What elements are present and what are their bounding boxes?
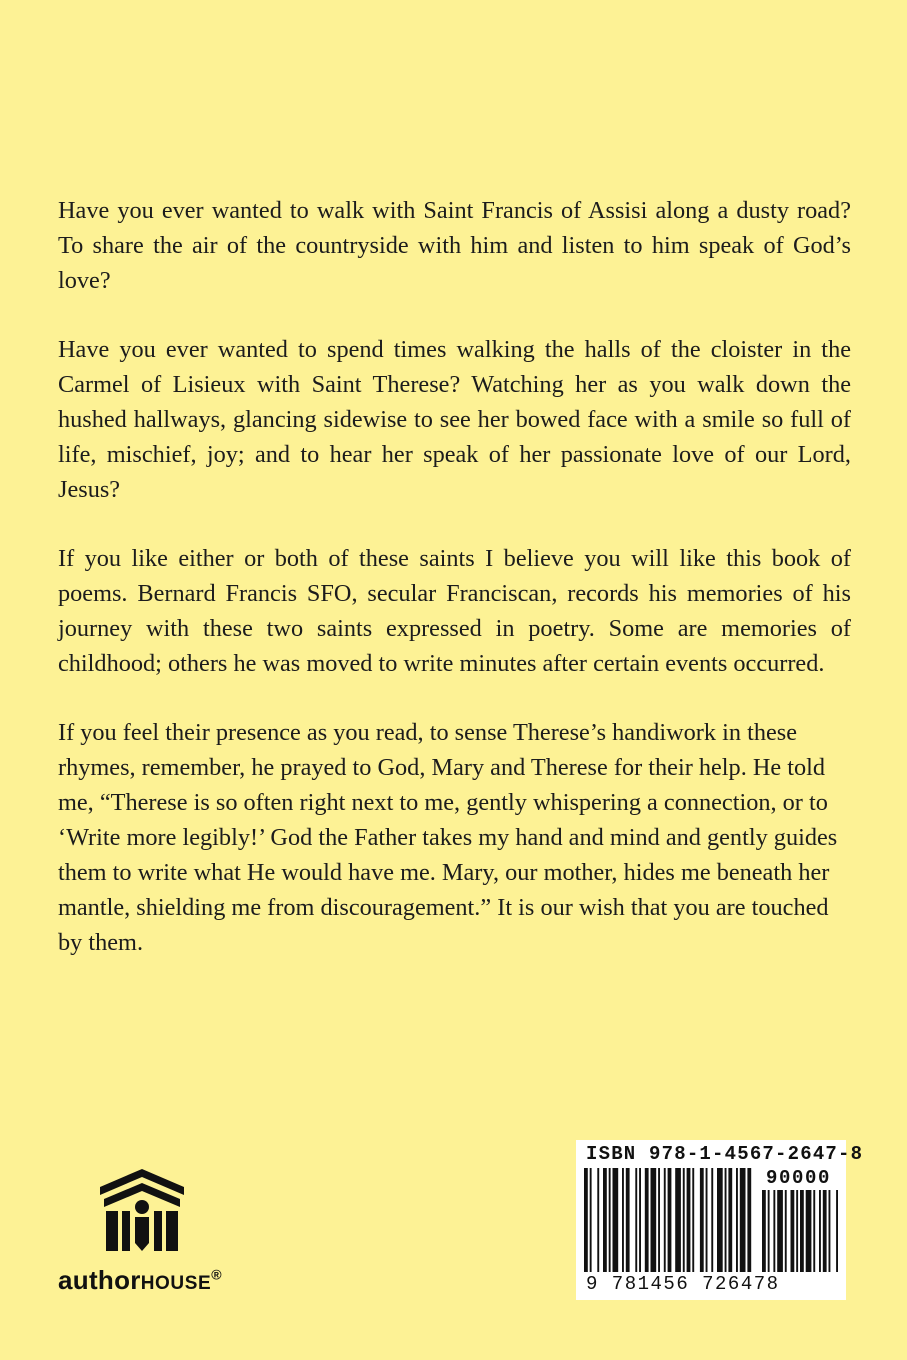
- registered-mark: ®: [211, 1266, 222, 1283]
- open-book-house-icon: [94, 1165, 190, 1253]
- isbn-label: ISBN 978-1-4567-2647-8: [586, 1143, 864, 1165]
- publisher-wordmark: [58, 1265, 258, 1296]
- publisher-name-part1: author: [58, 1265, 141, 1295]
- ean-digits: 9 781456 726478: [586, 1273, 780, 1295]
- back-cover-blurb: [58, 193, 851, 994]
- publisher-name-part2: HOUSE: [140, 1273, 212, 1294]
- blurb-paragraph-1: Have you ever wanted to walk with Saint Francis of Assisi along a dusty road? To share the air of the countryside with him and listen to him speak of God’s love?: [58, 197, 851, 294]
- price-code: 90000: [766, 1167, 832, 1189]
- blurb-paragraph-2: Have you ever wanted to spend times walking the halls of the cloister in the Carmel of Lisieux with Saint Therese? Watching her as you walk down the hushed hallways, glancing sidewise to see her bowed face with a smile so full of life, mischief, joy; and to hear her speak of her passionate love of our Lord, Jesus?: [58, 336, 851, 503]
- isbn-barcode: [576, 1140, 864, 1300]
- blurb-paragraph-4: If you feel their presence as you read, to sense Therese’s handiwork in these rhymes, remember, he prayed to God, Mary and Therese for their help. He told me, “Therese is so often right next to me, gently whispering a connection, or to ‘Write more legibly!’ God the Father takes my hand and mind and gently guides them to write what He would have me. Mary, our mother, hides me beneath her mantle, shielding me from discouragement.” It is our wish that you are touched by them.: [58, 719, 838, 956]
- publisher-logo: [58, 1165, 258, 1296]
- blurb-paragraph-3: If you like either or both of these saints I believe you will like this book of poems. Bernard Francis SFO, secular Franciscan, records his memories of his journey with these two saints expressed in poetry. Some are memories of childhood; others he was moved to write minutes after certain events occurred.: [58, 545, 851, 677]
